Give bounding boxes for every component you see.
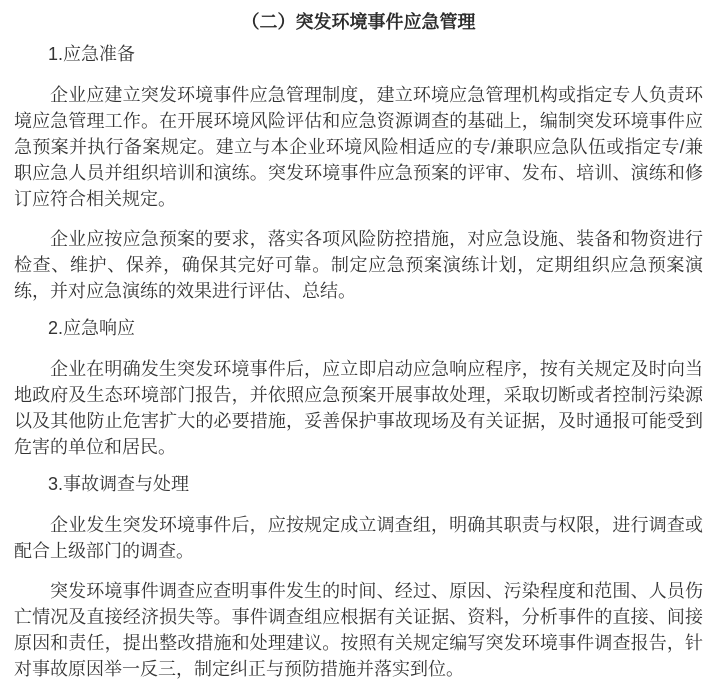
paragraph: 企业应按应急预案的要求，落实各项风险防控措施，对应急设施、装备和物资进行检查、维护、保养，确保其完好可靠。制定应急预案演练计划，定期组织应急预案演练，并对应急演练的效果进行评估、总结。: [14, 229, 703, 301]
paragraph: 突发环境事件调查应查明事件发生的时间、经过、原因、污染程度和范围、人员伤亡情况及直接经济损失等。事件调查组应根据有关证据、资料，分析事件的直接、间接原因和责任，提出整改措施和处理建议。按照有关规定编写突发环境事件调查报告，针对事故原因举一反三，制定纠正与预防措施并落实到位。: [14, 581, 703, 679]
paragraph: 企业应建立突发环境事件应急管理制度，建立环境应急管理机构或指定专人负责环境应急管理工作。在开展环境风险评估和应急资源调查的基础上，编制突发环境事件应急预案并执行备案规定。建立与本企业环境风险相适应的专/兼职应急队伍或指定专/兼职应急人员并组织培训和演练。突发环境事件应急预案的评审、发布、培训、演练和修订应符合相关规定。: [14, 85, 703, 209]
paragraph: 企业发生突发环境事件后，应按规定成立调查组，明确其职责与权限，进行调查或配合上级部门的调查。: [14, 515, 703, 561]
paragraph: 企业在明确发生突发环境事件后，应立即启动应急响应程序，按有关规定及时向当地政府及生态环境部门报告，并依照应急预案开展事故处理，采取切断或者控制污染源以及其他防止危害扩大的必要措施，妥善保护事故现场及有关证据，及时通报可能受到危害的单位和居民。: [14, 359, 703, 457]
section-heading-emergency-response: 2.应急响应: [48, 318, 136, 338]
page-title: （二）突发环境事件应急管理: [241, 12, 476, 32]
section-heading-incident-investigation: 3.事故调查与处理: [48, 474, 190, 494]
section-heading-emergency-preparation: 1.应急准备: [48, 44, 136, 64]
